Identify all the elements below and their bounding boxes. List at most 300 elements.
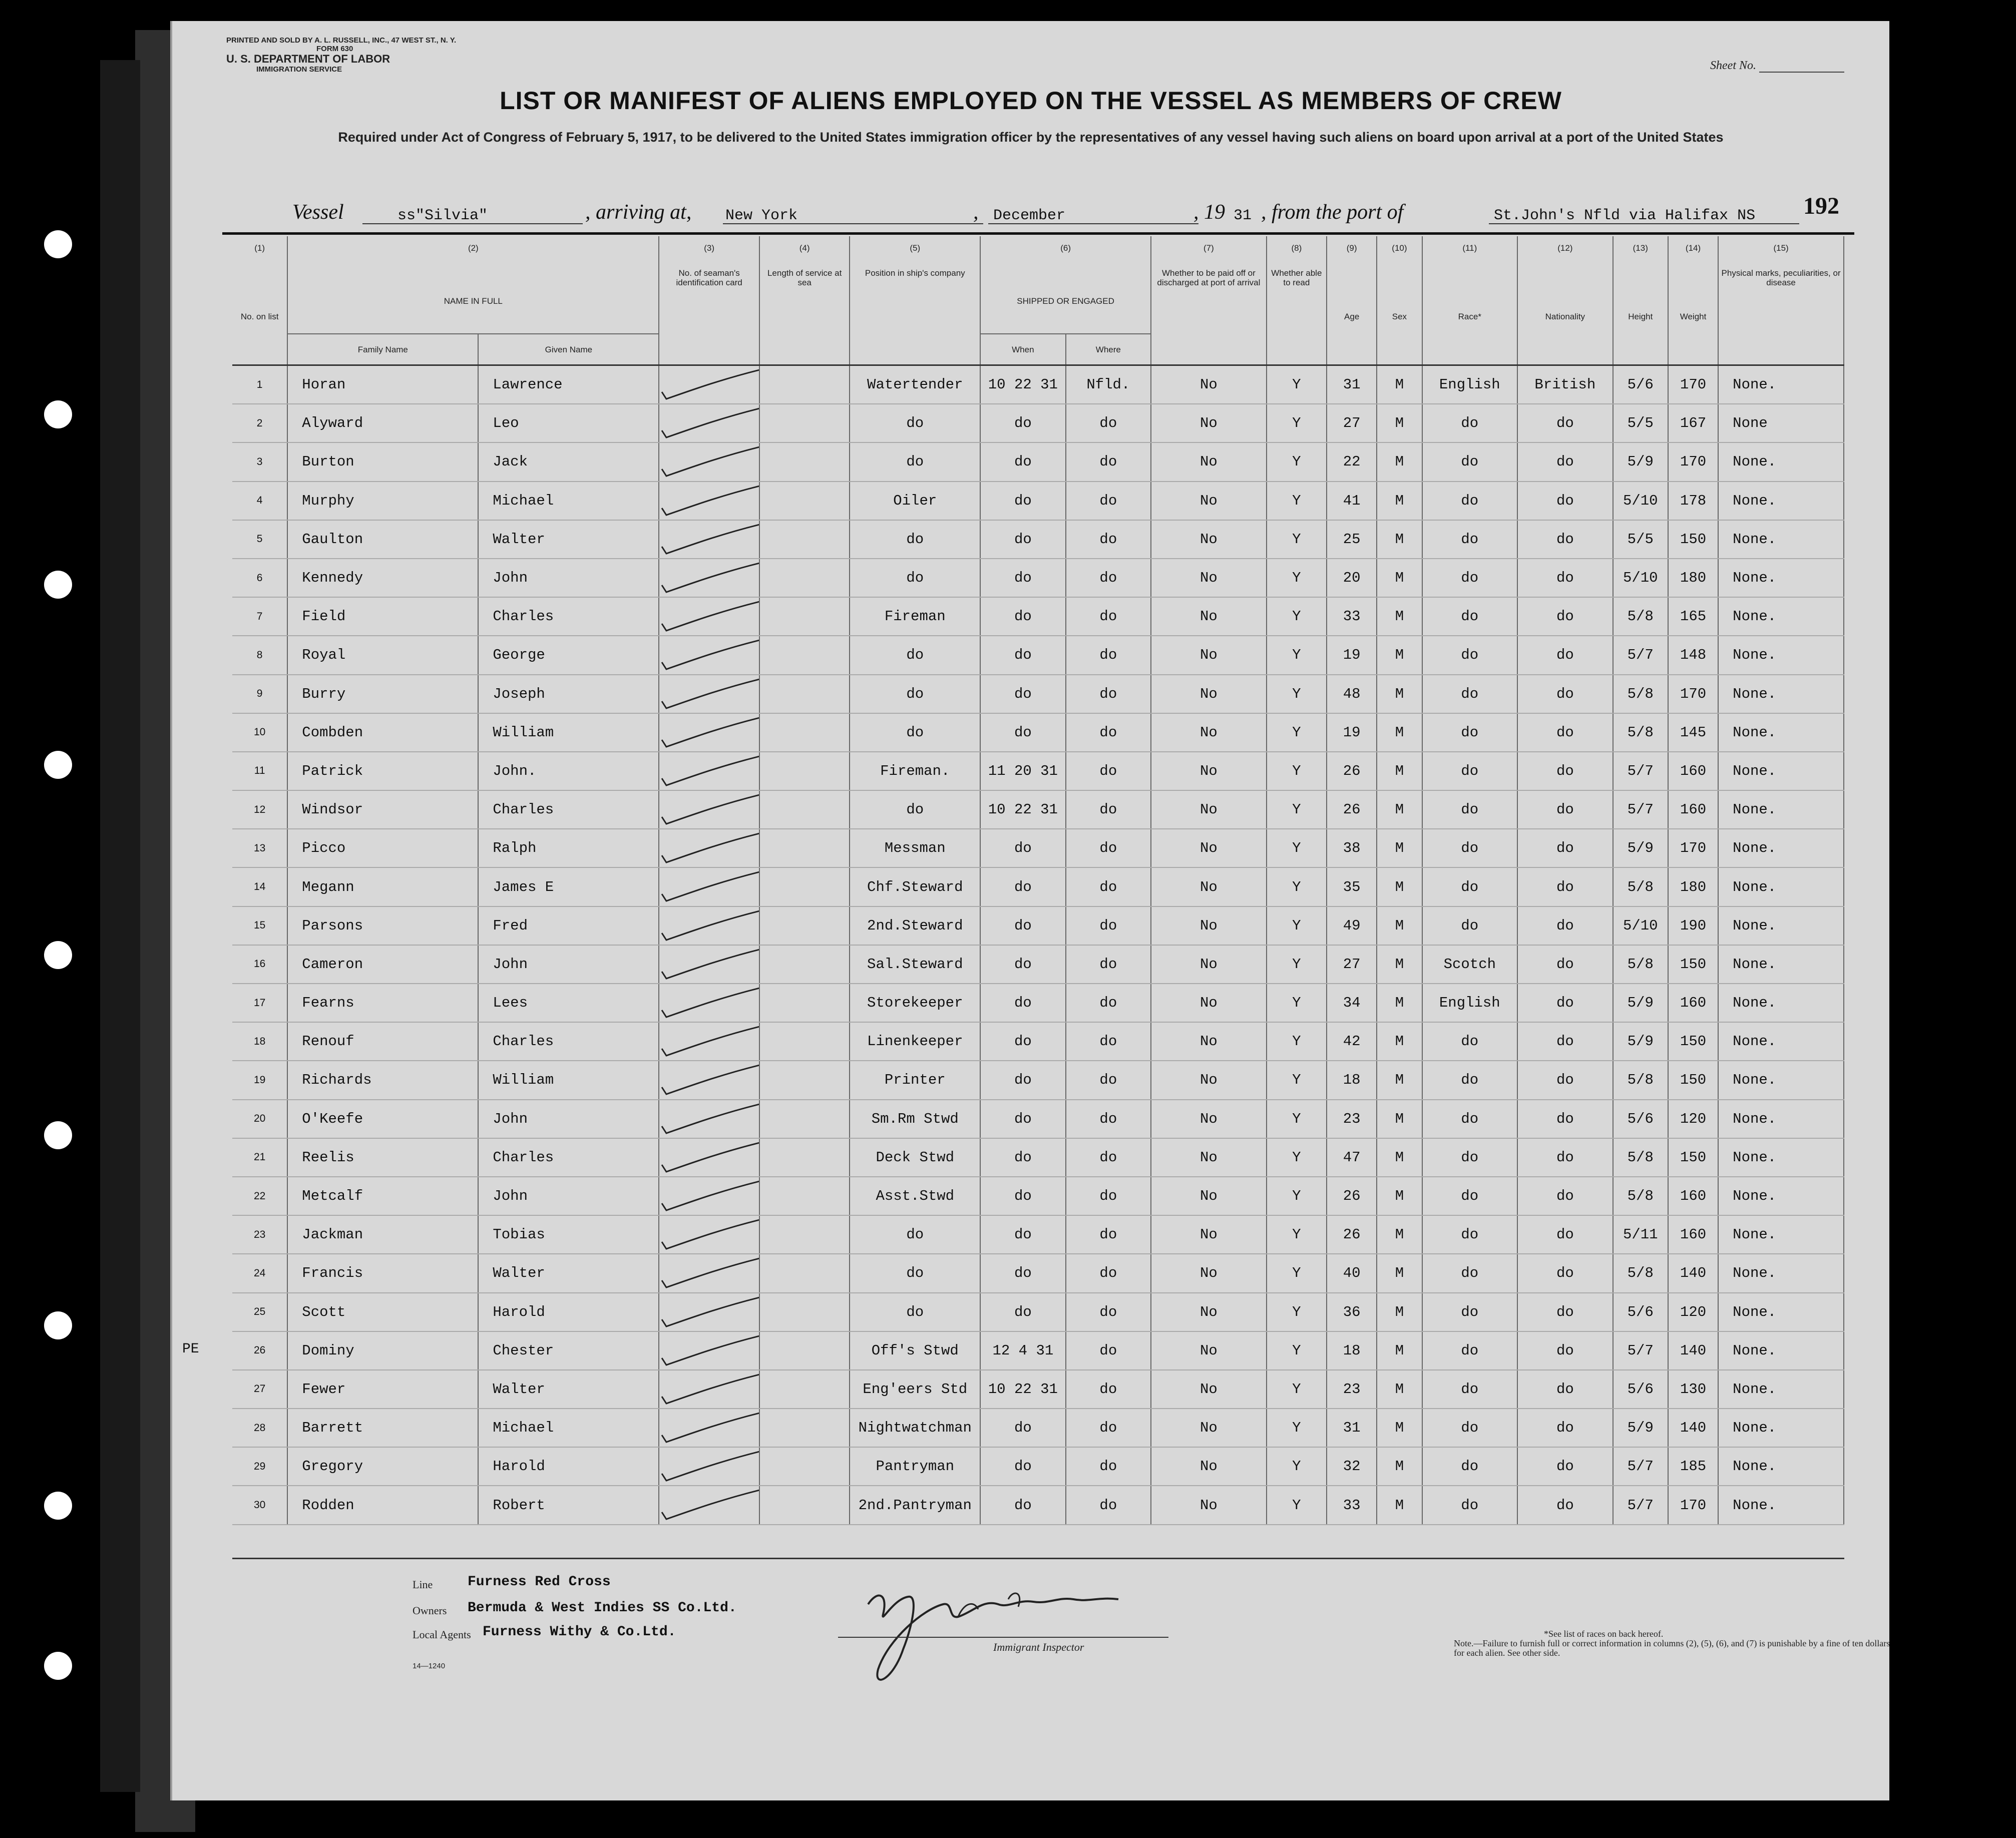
height: 5/5 — [1613, 520, 1668, 559]
race: do — [1422, 713, 1518, 752]
race: do — [1422, 1100, 1518, 1138]
age: 49 — [1327, 906, 1377, 945]
race: do — [1422, 829, 1518, 867]
agents-value: Furness Withy & Co.Ltd. — [483, 1624, 676, 1640]
family-name: Barrett — [287, 1409, 478, 1447]
sex: M — [1377, 1138, 1422, 1177]
shipped-where: do — [1066, 675, 1151, 713]
line-label: Line — [413, 1578, 433, 1591]
check-mark-icon — [659, 752, 759, 790]
family-name: Reelis — [287, 1138, 478, 1177]
physical-marks: None. — [1718, 984, 1844, 1022]
shipped-where: do — [1066, 1409, 1151, 1447]
shipped-when: do — [980, 1409, 1065, 1447]
paid-off: No — [1151, 597, 1267, 636]
shipped-when: do — [980, 1022, 1065, 1061]
crew-number: 10 — [232, 713, 287, 752]
shipped-where: do — [1066, 906, 1151, 945]
id-card-check — [659, 1100, 759, 1138]
sex: M — [1377, 1254, 1422, 1292]
ship-position: do — [850, 636, 980, 674]
shipped-when: do — [980, 867, 1065, 906]
ship-position: Messman — [850, 829, 980, 867]
check-mark-icon — [659, 1486, 759, 1524]
family-name: Scott — [287, 1293, 478, 1331]
weight: 170 — [1668, 829, 1718, 867]
given-name: John — [478, 945, 659, 984]
physical-marks: None. — [1718, 790, 1844, 829]
height: 5/8 — [1613, 945, 1668, 984]
race: do — [1422, 867, 1518, 906]
check-mark-icon — [659, 946, 759, 984]
table-row — [232, 597, 1844, 636]
length-service — [759, 1409, 850, 1447]
col-num-8: (8) — [1267, 236, 1327, 268]
table-row — [232, 559, 1844, 597]
paid-off: No — [1151, 984, 1267, 1022]
able-to-read: Y — [1267, 404, 1327, 442]
family-name: Windsor — [287, 790, 478, 829]
shipped-where: do — [1066, 559, 1151, 597]
family-name: Richards — [287, 1061, 478, 1099]
height: 5/11 — [1613, 1215, 1668, 1254]
col-num-11: (11) — [1422, 236, 1518, 268]
height: 5/6 — [1613, 365, 1668, 404]
ship-position: Sm.Rm Stwd — [850, 1100, 980, 1138]
sex: M — [1377, 1331, 1422, 1370]
sex: M — [1377, 636, 1422, 674]
hdr-no-on-list: No. on list — [232, 268, 287, 365]
shipped-where: do — [1066, 713, 1151, 752]
check-mark-icon — [659, 521, 759, 559]
check-mark-icon — [659, 1216, 759, 1254]
hdr-able-read: Whether able to read — [1267, 268, 1327, 365]
weight: 167 — [1668, 404, 1718, 442]
nationality: do — [1517, 867, 1613, 906]
race: do — [1422, 1447, 1518, 1486]
shipped-where: do — [1066, 984, 1151, 1022]
id-card-check — [659, 1293, 759, 1331]
col-num-7: (7) — [1151, 236, 1267, 268]
length-service — [759, 636, 850, 674]
id-card-check — [659, 365, 759, 404]
manifest-sheet — [170, 21, 1889, 1800]
family-name: Royal — [287, 636, 478, 674]
able-to-read: Y — [1267, 1138, 1327, 1177]
punch-hole — [44, 941, 72, 969]
sex: M — [1377, 597, 1422, 636]
sex: M — [1377, 1061, 1422, 1099]
physical-marks: None. — [1718, 1022, 1844, 1061]
shipped-where: do — [1066, 636, 1151, 674]
table-row — [232, 365, 1844, 404]
nationality: do — [1517, 482, 1613, 520]
nationality: do — [1517, 906, 1613, 945]
sex: M — [1377, 1409, 1422, 1447]
shipped-when: 11 20 31 — [980, 752, 1065, 790]
physical-marks: None. — [1718, 1100, 1844, 1138]
length-service — [759, 906, 850, 945]
arrival-year: 31 — [1234, 207, 1252, 224]
able-to-read: Y — [1267, 1100, 1327, 1138]
given-name: Jack — [478, 442, 659, 481]
ship-position: Watertender — [850, 365, 980, 404]
col-num-14: (14) — [1668, 236, 1718, 268]
crew-number: 29 — [232, 1447, 287, 1486]
check-mark-icon — [659, 443, 759, 481]
shipped-where: do — [1066, 1447, 1151, 1486]
table-row — [232, 867, 1844, 906]
nationality: do — [1517, 713, 1613, 752]
weight: 170 — [1668, 1486, 1718, 1524]
physical-marks: None. — [1718, 559, 1844, 597]
race: do — [1422, 482, 1518, 520]
weight: 165 — [1668, 597, 1718, 636]
id-card-check — [659, 636, 759, 674]
ship-position: Storekeeper — [850, 984, 980, 1022]
paid-off: No — [1151, 790, 1267, 829]
hdr-name-in-full: NAME IN FULL — [287, 268, 659, 334]
crew-number: 25 — [232, 1293, 287, 1331]
races-note: *See list of races on back hereof. — [1544, 1629, 1664, 1639]
hdr-id-card: No. of seaman's identification card — [659, 268, 759, 365]
table-row — [232, 520, 1844, 559]
weight: 170 — [1668, 365, 1718, 404]
sex: M — [1377, 520, 1422, 559]
shipped-when: do — [980, 829, 1065, 867]
id-card-check — [659, 442, 759, 481]
race: do — [1422, 1409, 1518, 1447]
check-mark-icon — [659, 984, 759, 1022]
printer-line: PRINTED AND SOLD BY A. L. RUSSELL, INC., 47 WEST ST., N. Y. — [226, 36, 457, 45]
crew-number: 7 — [232, 597, 287, 636]
service-name: IMMIGRATION SERVICE — [256, 65, 342, 74]
weight: 148 — [1668, 636, 1718, 674]
check-mark-icon — [659, 1370, 759, 1409]
ship-position: do — [850, 713, 980, 752]
length-service — [759, 1022, 850, 1061]
age: 19 — [1327, 636, 1377, 674]
footer-note — [1454, 1629, 1894, 1658]
race: do — [1422, 1254, 1518, 1292]
age: 33 — [1327, 597, 1377, 636]
nationality: do — [1517, 520, 1613, 559]
paid-off: No — [1151, 404, 1267, 442]
given-name: John. — [478, 752, 659, 790]
ship-position: Oiler — [850, 482, 980, 520]
length-service — [759, 1100, 850, 1138]
col-num-12: (12) — [1517, 236, 1613, 268]
nationality: do — [1517, 790, 1613, 829]
sex: M — [1377, 1215, 1422, 1254]
shipped-when: do — [980, 945, 1065, 984]
shipped-when: do — [980, 675, 1065, 713]
form-code: 14—1240 — [413, 1662, 446, 1670]
check-mark-icon — [659, 482, 759, 520]
family-name: Burry — [287, 675, 478, 713]
nationality: do — [1517, 945, 1613, 984]
family-name: Burton — [287, 442, 478, 481]
table-row — [232, 1177, 1844, 1215]
shipped-where: do — [1066, 1293, 1151, 1331]
length-service — [759, 365, 850, 404]
table-row — [232, 1447, 1844, 1486]
physical-marks: None. — [1718, 597, 1844, 636]
family-name: Rodden — [287, 1486, 478, 1524]
id-card-check — [659, 1215, 759, 1254]
check-mark-icon — [659, 1100, 759, 1138]
printer-imprint — [226, 36, 456, 74]
id-card-check — [659, 713, 759, 752]
age: 27 — [1327, 404, 1377, 442]
shipped-when: do — [980, 597, 1065, 636]
weight: 120 — [1668, 1293, 1718, 1331]
penalty-note: Note.—Failure to furnish full or correct information in columns (2), (5), (6), and (7) is punishable by a fine of ten dollars for each alien. See other side. — [1454, 1638, 1890, 1658]
given-name: Leo — [478, 404, 659, 442]
height: 5/10 — [1613, 482, 1668, 520]
weight: 160 — [1668, 790, 1718, 829]
physical-marks: None. — [1718, 1486, 1844, 1524]
hdr-when: When — [980, 334, 1065, 365]
race: Scotch — [1422, 945, 1518, 984]
age: 40 — [1327, 1254, 1377, 1292]
able-to-read: Y — [1267, 984, 1327, 1022]
able-to-read: Y — [1267, 636, 1327, 674]
ship-position: 2nd.Pantryman — [850, 1486, 980, 1524]
paid-off: No — [1151, 636, 1267, 674]
given-name: Charles — [478, 1022, 659, 1061]
paid-off: No — [1151, 1370, 1267, 1409]
weight: 190 — [1668, 906, 1718, 945]
family-name: Cameron — [287, 945, 478, 984]
shipped-where: do — [1066, 520, 1151, 559]
sex: M — [1377, 1293, 1422, 1331]
length-service — [759, 1486, 850, 1524]
shipped-when: do — [980, 1100, 1065, 1138]
race: do — [1422, 520, 1518, 559]
race: do — [1422, 404, 1518, 442]
shipped-where: do — [1066, 482, 1151, 520]
crew-number: 23 — [232, 1215, 287, 1254]
paid-off: No — [1151, 867, 1267, 906]
given-name: John — [478, 559, 659, 597]
age: 27 — [1327, 945, 1377, 984]
col-num-4: (4) — [759, 236, 850, 268]
crew-number: 21 — [232, 1138, 287, 1177]
age: 19 — [1327, 713, 1377, 752]
shipped-when: do — [980, 559, 1065, 597]
sex: M — [1377, 1486, 1422, 1524]
race: English — [1422, 365, 1518, 404]
shipped-when: do — [980, 1486, 1065, 1524]
height: 5/7 — [1613, 1447, 1668, 1486]
paid-off: No — [1151, 559, 1267, 597]
table-row — [232, 1486, 1844, 1524]
physical-marks: None. — [1718, 945, 1844, 984]
able-to-read: Y — [1267, 1215, 1327, 1254]
family-name: Field — [287, 597, 478, 636]
given-name: Charles — [478, 1138, 659, 1177]
paid-off: No — [1151, 520, 1267, 559]
check-mark-icon — [659, 1061, 759, 1099]
paid-off: No — [1151, 1100, 1267, 1138]
physical-marks: None. — [1718, 1370, 1844, 1409]
height: 5/6 — [1613, 1100, 1668, 1138]
shipped-where: do — [1066, 1215, 1151, 1254]
family-name: Metcalf — [287, 1177, 478, 1215]
weight: 160 — [1668, 752, 1718, 790]
sheet-number-field — [1759, 63, 1844, 73]
length-service — [759, 945, 850, 984]
signature-line — [838, 1637, 1168, 1638]
shipped-where: do — [1066, 442, 1151, 481]
shipped-where: do — [1066, 1331, 1151, 1370]
given-name: Michael — [478, 1409, 659, 1447]
family-name: Horan — [287, 365, 478, 404]
race: do — [1422, 1177, 1518, 1215]
length-service — [759, 1370, 850, 1409]
length-service — [759, 520, 850, 559]
able-to-read: Y — [1267, 1061, 1327, 1099]
length-service — [759, 1061, 850, 1099]
departure-port: St.John's Nfld via Halifax NS — [1494, 207, 1756, 224]
nationality: do — [1517, 559, 1613, 597]
shipped-where: do — [1066, 597, 1151, 636]
ship-position: do — [850, 404, 980, 442]
id-card-check — [659, 867, 759, 906]
race: do — [1422, 1331, 1518, 1370]
length-service — [759, 829, 850, 867]
shipped-where: do — [1066, 1022, 1151, 1061]
punch-hole — [44, 230, 72, 258]
col-num-3: (3) — [659, 236, 759, 268]
check-mark-icon — [659, 714, 759, 752]
height: 5/9 — [1613, 442, 1668, 481]
height: 5/10 — [1613, 559, 1668, 597]
age: 41 — [1327, 482, 1377, 520]
sex: M — [1377, 365, 1422, 404]
shipped-when: do — [980, 1447, 1065, 1486]
nationality: do — [1517, 404, 1613, 442]
height: 5/8 — [1613, 597, 1668, 636]
race: do — [1422, 1138, 1518, 1177]
height: 5/8 — [1613, 1138, 1668, 1177]
sex: M — [1377, 984, 1422, 1022]
height: 5/7 — [1613, 1331, 1668, 1370]
able-to-read: Y — [1267, 713, 1327, 752]
physical-marks: None. — [1718, 442, 1844, 481]
shipped-where: do — [1066, 1061, 1151, 1099]
nationality: do — [1517, 1138, 1613, 1177]
physical-marks: None. — [1718, 1331, 1844, 1370]
race: do — [1422, 559, 1518, 597]
table-row — [232, 1409, 1844, 1447]
able-to-read: Y — [1267, 1331, 1327, 1370]
crew-number: 27 — [232, 1370, 287, 1409]
height: 5/7 — [1613, 752, 1668, 790]
ship-position: do — [850, 675, 980, 713]
ship-position: Chf.Steward — [850, 867, 980, 906]
given-name: John — [478, 1177, 659, 1215]
race: do — [1422, 1061, 1518, 1099]
sex: M — [1377, 1447, 1422, 1486]
height: 5/8 — [1613, 1061, 1668, 1099]
race: do — [1422, 1486, 1518, 1524]
col-num-9: (9) — [1327, 236, 1377, 268]
col-num-13: (13) — [1613, 236, 1668, 268]
shipped-where: do — [1066, 404, 1151, 442]
able-to-read: Y — [1267, 1409, 1327, 1447]
length-service — [759, 442, 850, 481]
paid-off: No — [1151, 675, 1267, 713]
physical-marks: None. — [1718, 829, 1844, 867]
nationality: do — [1517, 597, 1613, 636]
weight: 180 — [1668, 867, 1718, 906]
col-num-6: (6) — [980, 236, 1151, 268]
race: do — [1422, 675, 1518, 713]
sex: M — [1377, 1100, 1422, 1138]
able-to-read: Y — [1267, 1447, 1327, 1486]
family-name: Alyward — [287, 404, 478, 442]
table-row — [232, 1022, 1844, 1061]
family-name: Francis — [287, 1254, 478, 1292]
given-name: Fred — [478, 906, 659, 945]
id-card-check — [659, 829, 759, 867]
nationality: do — [1517, 1254, 1613, 1292]
vessel-name: ss"Silvia" — [397, 207, 488, 224]
department-name: U. S. DEPARTMENT OF LABOR — [226, 53, 390, 65]
id-card-check — [659, 1254, 759, 1292]
check-mark-icon — [659, 791, 759, 829]
height: 5/9 — [1613, 1409, 1668, 1447]
id-card-check — [659, 752, 759, 790]
family-name: Kennedy — [287, 559, 478, 597]
page-title: LIST OR MANIFEST OF ALIENS EMPLOYED ON THE VESSEL AS MEMBERS OF CREW — [500, 87, 1562, 115]
table-row — [232, 442, 1844, 481]
family-name: Picco — [287, 829, 478, 867]
check-mark-icon — [659, 598, 759, 636]
physical-marks: None. — [1718, 713, 1844, 752]
given-name: Michael — [478, 482, 659, 520]
nationality: do — [1517, 442, 1613, 481]
shipped-when: do — [980, 442, 1065, 481]
length-service — [759, 1138, 850, 1177]
height: 5/5 — [1613, 404, 1668, 442]
vessel-line: Vessel ss"Silvia" , arriving at, New York , December , 19 31 , from the port of St.John's Nfld via Halifax NS — [292, 192, 1814, 227]
nationality: do — [1517, 1061, 1613, 1099]
nationality: do — [1517, 1177, 1613, 1215]
shipped-where: do — [1066, 1100, 1151, 1138]
able-to-read: Y — [1267, 442, 1327, 481]
crew-number: 2 — [232, 404, 287, 442]
crew-number: 22 — [232, 1177, 287, 1215]
shipped-when: do — [980, 1215, 1065, 1254]
height: 5/8 — [1613, 1177, 1668, 1215]
paid-off: No — [1151, 1486, 1267, 1524]
hdr-family-name: Family Name — [287, 334, 478, 365]
given-name: Lees — [478, 984, 659, 1022]
line-value: Furness Red Cross — [468, 1574, 611, 1590]
weight: 160 — [1668, 1215, 1718, 1254]
table-row — [232, 1061, 1844, 1099]
sex: M — [1377, 906, 1422, 945]
given-name: James E — [478, 867, 659, 906]
physical-marks: None. — [1718, 867, 1844, 906]
ship-position: do — [850, 1293, 980, 1331]
check-mark-icon — [659, 1023, 759, 1061]
id-card-check — [659, 1177, 759, 1215]
length-service — [759, 1447, 850, 1486]
